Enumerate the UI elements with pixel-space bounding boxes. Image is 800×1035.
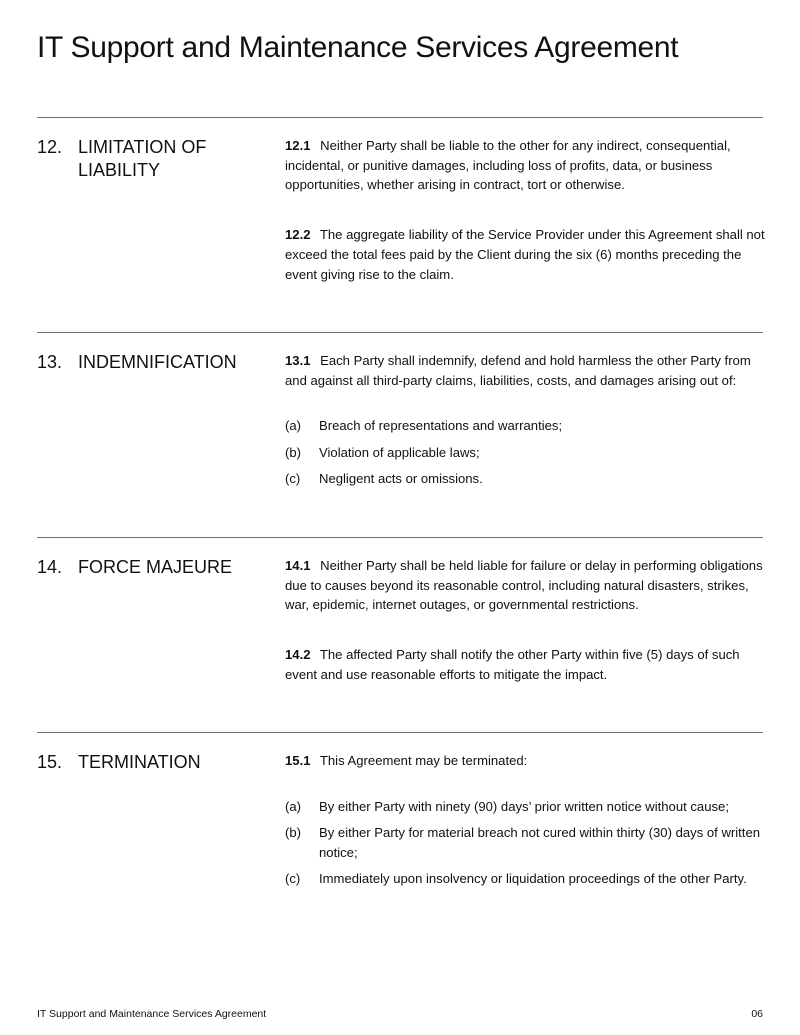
section-title: TERMINATION [78, 752, 201, 772]
section-indemnification [37, 332, 763, 486]
clause-number: 13.1 [285, 353, 311, 368]
list-item [285, 469, 765, 489]
section-number: 14. [37, 557, 63, 577]
list-item [285, 443, 765, 463]
clause-number: 12.2 [285, 227, 311, 243]
item-marker: (c) [285, 470, 301, 486]
footer-document-name: IT Support and Maintenance Services Agreement [37, 1008, 267, 1020]
section-body [285, 556, 765, 685]
clause-text: The aggregate liability of the Service Provider under this Agreement shall not exceed the total fees paid by the Client during the six (6) months preceding the event giving rise to the claim. [285, 227, 765, 282]
section-termination [37, 732, 763, 886]
list-item [285, 823, 765, 862]
section-body [285, 751, 765, 895]
clause-text: Neither Party shall be liable to the other for any indirect, consequential, incidental, or punitive damages, including loss of profits, data, or business opportunities, whether arising in contract, tort or otherwise. [285, 138, 731, 193]
document-title: IT Support and Maintenance Services Agreement [37, 31, 679, 64]
section-title: LIMITATION OF LIABILITY [78, 137, 207, 180]
section-body [285, 351, 765, 495]
item-marker: (b) [285, 824, 302, 840]
clause [285, 136, 765, 195]
list-item [285, 416, 765, 436]
item-text: Breach of representations and warranties; [319, 418, 563, 434]
item-text: Violation of applicable laws; [319, 444, 480, 460]
clause [285, 645, 765, 684]
clause-text: This Agreement may be terminated: [319, 753, 528, 768]
section-title: INDEMNIFICATION [78, 352, 237, 372]
item-marker: (a) [285, 418, 302, 434]
clause-text: Neither Party shall be held liable for failure or delay in performing obligations due to causes beyond its reasonable control, including natural disasters, strikes, war, epidemic, internet outages, or governmental restrictions. [285, 558, 763, 613]
clause-text: Each Party shall indemnify, defend and hold harmless the other Party from and against all third-party claims, liabilities, costs, and damages arising out of: [285, 353, 751, 388]
clause [285, 556, 765, 615]
section-body [285, 136, 765, 284]
section-title: FORCE MAJEURE [78, 557, 233, 577]
item-marker: (c) [285, 870, 301, 886]
sub-item-list [285, 797, 765, 889]
clause [285, 351, 765, 390]
clause-number: 15.1 [285, 753, 311, 768]
item-text: Negligent acts or omissions. [319, 470, 483, 486]
item-text: By either Party with ninety (90) days’ prior written notice without cause; [319, 798, 729, 814]
item-text: By either Party for material breach not cured within thirty (30) days of written notice; [319, 824, 761, 860]
item-text: Immediately upon insolvency or liquidation proceedings of the other Party. [319, 870, 747, 886]
clause [285, 751, 765, 771]
clause-number: 14.2 [285, 647, 311, 663]
clause-text: The affected Party shall notify the other Party within five (5) days of such event and use reasonable efforts to mitigate the impact. [285, 647, 740, 682]
item-marker: (a) [285, 798, 302, 814]
list-item [285, 797, 765, 817]
section-number: 13. [37, 352, 63, 372]
footer-page-number: 06 [751, 1008, 763, 1020]
section-force-majeure [37, 537, 763, 682]
item-marker: (b) [285, 444, 302, 460]
clause [285, 225, 765, 284]
list-item [285, 869, 765, 889]
section-limitation-of-liability [37, 117, 765, 282]
section-number: 15. [37, 752, 63, 772]
section-number: 12. [37, 137, 63, 157]
sub-item-list [285, 416, 765, 488]
clause-number: 12.1 [285, 138, 311, 153]
clause-number: 14.1 [285, 558, 311, 573]
